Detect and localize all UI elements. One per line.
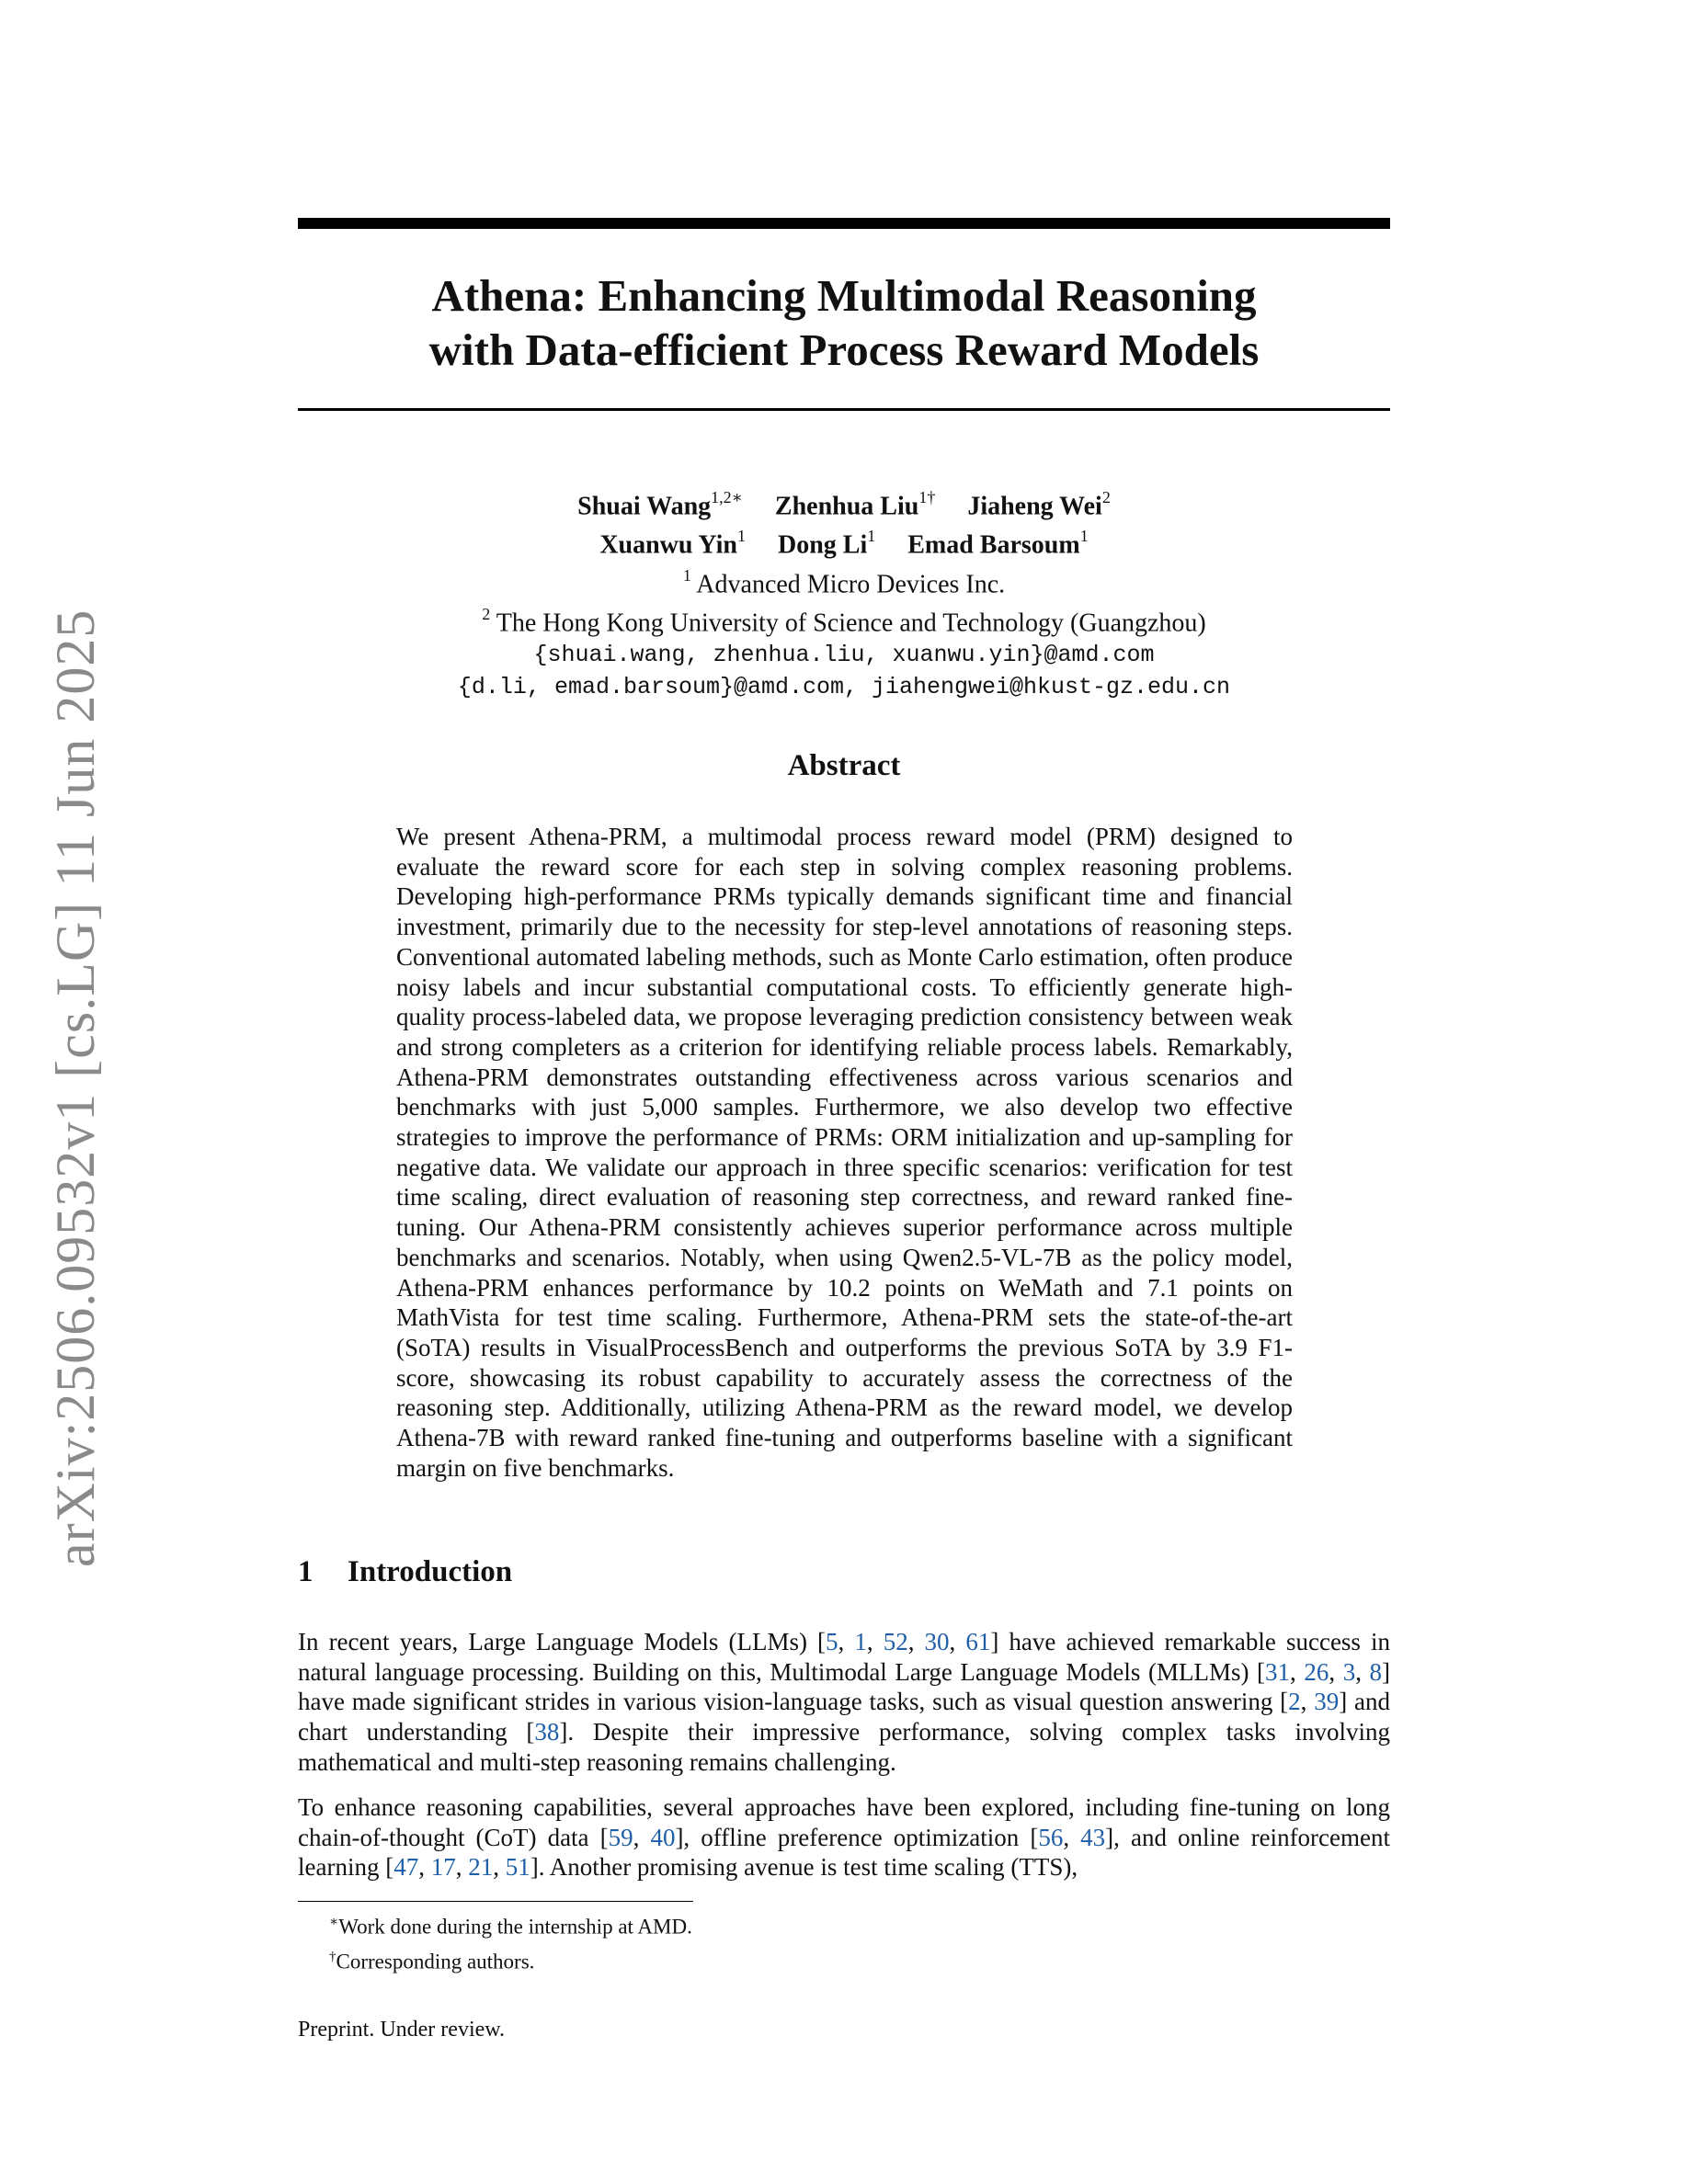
title-top-rule	[298, 218, 1390, 229]
author-affiliation-mark: 1	[867, 527, 876, 546]
paragraph-text: ,	[1355, 1657, 1370, 1686]
title-line-1: Athena: Enhancing Multimodal Reasoning	[431, 270, 1257, 321]
paragraph-text: ,	[1329, 1657, 1343, 1686]
paragraph-text: ,	[1290, 1657, 1305, 1686]
citation-link[interactable]: 43	[1080, 1823, 1106, 1851]
citation-link[interactable]: 5	[826, 1628, 838, 1655]
author-name: Shuai Wang	[577, 492, 712, 521]
author-row-1	[298, 483, 1390, 522]
citation-link[interactable]: 56	[1038, 1823, 1064, 1851]
footnote-text: Work done during the internship at AMD.	[338, 1915, 692, 1939]
title-line-2: with Data-efficient Process Reward Models	[428, 324, 1260, 375]
author-affiliation-mark: 1	[736, 527, 746, 546]
paragraph-text: ] and chart understanding [	[298, 1688, 1390, 1746]
paragraph-text: ]. Another promising avenue is test time scaling (TTS),	[530, 1853, 1078, 1882]
author-affiliation-mark: 1†	[918, 488, 936, 506]
citation-link[interactable]: 61	[965, 1628, 991, 1655]
title-bottom-rule	[298, 408, 1390, 411]
footnote-1	[329, 1907, 692, 1942]
paragraph-text: ], and online reinforcement learning [	[298, 1823, 1391, 1882]
email-line-2[interactable]: {d.li, emad.barsoum}@amd.com, jiahengwei@hkust-gz.edu.cn	[457, 674, 1231, 701]
citation-link[interactable]: 21	[468, 1853, 494, 1882]
arxiv-identifier-stamp: arXiv:2506.09532v1 [cs.LG] 11 Jun 2025	[45, 609, 106, 1567]
author-affiliation-mark: 1,2∗	[711, 488, 743, 506]
author-name: Xuanwu Yin	[599, 530, 737, 560]
paragraph-text: In recent years, Large Language Models (LLMs) [	[298, 1628, 827, 1655]
citation-link[interactable]: 39	[1314, 1688, 1340, 1716]
citation-link[interactable]: 59	[608, 1823, 633, 1851]
email-line-1[interactable]: {shuai.wang, zhenhua.liu, xuanwu.yin}@amd.com	[533, 642, 1155, 669]
citation-link[interactable]: 51	[505, 1853, 530, 1882]
citation-link[interactable]: 17	[430, 1853, 456, 1882]
citation-link[interactable]: 52	[883, 1628, 908, 1655]
affiliation-2	[298, 600, 1390, 639]
footnote-2	[329, 1942, 692, 1977]
section-heading-introduction	[298, 1555, 512, 1589]
footnotes	[329, 1907, 692, 1976]
citation-link[interactable]: 2	[1288, 1688, 1301, 1716]
citation-link[interactable]: 31	[1265, 1657, 1291, 1686]
citation-link[interactable]: 8	[1369, 1657, 1383, 1686]
author-affiliation-mark: 1	[1079, 527, 1089, 546]
paragraph-text: ,	[493, 1853, 506, 1882]
preprint-note: Preprint. Under review.	[298, 2018, 506, 2042]
author-name: Zhenhua Liu	[774, 492, 919, 521]
intro-paragraph-1	[298, 1627, 1390, 1778]
author-affiliation-mark: 2	[1101, 488, 1111, 506]
affiliation-1	[298, 562, 1390, 600]
paragraph-text: ] have achieved remarkable success in natural language processing. Building on this, Multimodal Large Language Models (MLLMs) [	[298, 1628, 1391, 1686]
paragraph-text: ]. Despite their impressive performance, solving complex tasks involving mathematical and multi-step reasoning remains challenging.	[298, 1718, 1390, 1776]
affiliation-mark: 2	[482, 604, 491, 623]
paragraph-text: ,	[633, 1823, 651, 1851]
intro-paragraph-2	[298, 1792, 1390, 1883]
section-title: Introduction	[348, 1555, 513, 1588]
citation-link[interactable]: 1	[854, 1628, 867, 1655]
paragraph-text: ,	[866, 1628, 884, 1655]
citation-link[interactable]: 26	[1304, 1657, 1329, 1686]
author-name: Emad Barsoum	[907, 530, 1080, 560]
paragraph-text: To enhance reasoning capabilities, several approaches have been explored, including fine-tuning on long chain-of-thought (CoT) data [	[298, 1793, 1390, 1851]
affiliation-text: The Hong Kong University of Science and Technology (Guangzhou)	[496, 609, 1206, 638]
abstract-heading: Abstract	[787, 749, 901, 782]
paragraph-text: ,	[1063, 1823, 1081, 1851]
paragraph-text: ,	[1300, 1688, 1315, 1716]
paragraph-text: ,	[418, 1853, 431, 1882]
footnote-mark: ∗	[329, 1915, 339, 1929]
footnote-text: Corresponding authors.	[336, 1950, 535, 1974]
author-row-2	[298, 522, 1390, 561]
footnote-rule	[298, 1901, 693, 1902]
paragraph-text: ,	[455, 1853, 469, 1882]
footnote-mark: †	[329, 1949, 336, 1964]
citation-link[interactable]: 3	[1342, 1657, 1356, 1686]
paragraph-text: ,	[949, 1628, 966, 1655]
author-name: Jiaheng Wei	[967, 492, 1102, 521]
paragraph-text: ,	[838, 1628, 855, 1655]
author-name: Dong Li	[777, 530, 868, 560]
affiliation-mark: 1	[682, 565, 691, 585]
citation-link[interactable]: 40	[650, 1823, 676, 1851]
paragraph-text: ] have made significant strides in various vision-language tasks, such as visual question answering [	[298, 1657, 1391, 1716]
paragraph-text: ], offline preference optimization [	[675, 1823, 1039, 1851]
citation-link[interactable]: 47	[393, 1853, 419, 1882]
paragraph-text: ,	[907, 1628, 925, 1655]
citation-link[interactable]: 38	[534, 1718, 560, 1746]
author-block	[298, 483, 1390, 703]
citation-link[interactable]: 30	[924, 1628, 950, 1655]
abstract-body: We present Athena-PRM, a multimodal process reward model (PRM) designed to evaluate the reward score for each step in solving complex reasoning problems. Developing high-performance PRMs typically demands significant time and financial investment, primarily due to the necessity for step-level annotations of reasoning steps. Conventional automated labeling methods, such as Monte Carlo estimation, often produce noisy labels and incur substantial computational costs. To efficiently generate high-quality process-labeled data, we propose leveraging prediction consistency between weak and strong completers as a criterion for identifying reliable process labels. Remarkably, Athena-PRM demonstrates outstanding effectiveness across various scenarios and benchmarks with just 5,000 samples. Furthermore, we also develop two effective strategies to improve the performance of PRMs: ORM initialization and up-sampling for negative data. We validate our approach in three specific scenarios: verification for test time scaling, direct evaluation of reasoning step correctness, and reward ranked fine-tuning. Our Athena-PRM consistently achieves superior performance across multiple benchmarks and scenarios. Notably, when using Qwen2.5-VL-7B as the policy model, Athena-PRM enhances performance by 10.2 points on WeMath and 7.1 points on MathVista for test time scaling. Furthermore, Athena-PRM sets the state-of-the-art (SoTA) results in VisualProcessBench and outperforms the previous SoTA by 3.9 F1-score, showcasing its robust capability to accurately assess the correctness of the reasoning step. Additionally, utilizing Athena-PRM as the reward model, we develop Athena-7B with reward ranked fine-tuning and outperforms baseline with a significant margin on five benchmarks.	[396, 823, 1293, 1482]
section-number: 1	[298, 1555, 314, 1588]
affiliation-text: Advanced Micro Devices Inc.	[696, 569, 1006, 598]
paper-title	[298, 268, 1390, 377]
